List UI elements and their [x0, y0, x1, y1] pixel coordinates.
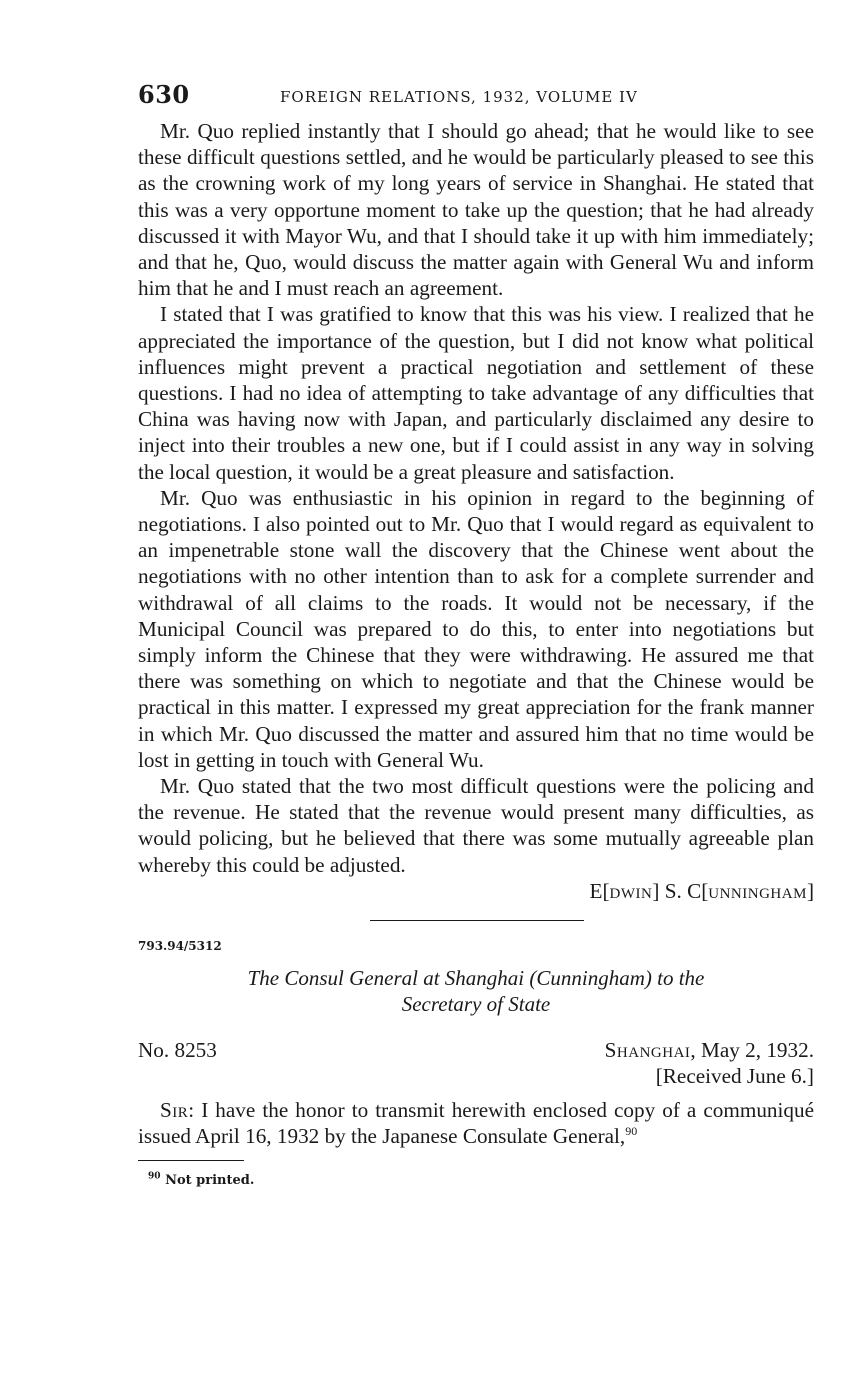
- opening-text: : I have the honor to transmit herewith enclosed copy of a communiqué issued April 16, 1932 by the Japanese Consulate General,: [138, 1098, 814, 1149]
- salutation: Sir: [160, 1098, 189, 1123]
- paragraph-4: Mr. Quo stated that the two most difficult questions were the policing and the revenue. He stated that the revenue would present many difficulties, as would policing, but he believed that there was some mutually agreeable plan whereby this could be adjusted.: [138, 774, 814, 877]
- document-heading-line-1: The Consul General at Shanghai (Cunningham) to the: [247, 966, 705, 991]
- signature-mid: ] S. C[: [652, 878, 709, 903]
- document-received: [Received June 6.]: [655, 1064, 814, 1089]
- signature: [138, 878, 814, 904]
- running-head: [138, 80, 814, 114]
- footnote-reference[interactable]: 90: [625, 1124, 638, 1139]
- document-page: [138, 80, 814, 1188]
- document-heading-line-2: Secretary of State: [401, 992, 551, 1017]
- signature-end: ]: [806, 878, 814, 903]
- file-number: 793.94/5312: [138, 939, 222, 954]
- footnote: [148, 1173, 814, 1188]
- document-meta: [138, 1037, 814, 1089]
- document-number: No. 8253: [138, 1038, 217, 1063]
- document-date-rest: , May 2, 1932.: [690, 1038, 814, 1063]
- section-divider: [370, 920, 584, 921]
- footnote-divider: [138, 1160, 244, 1161]
- document-place: Shanghai: [604, 1038, 691, 1063]
- paragraph-3: Mr. Quo was enthusiastic in his opinion in regard to the beginning of negotiations. I also pointed out to Mr. Quo that I would regard as equivalent to an impenetrable stone wall the discovery that the Chinese went about the negotiations with no other intention than to ask for a complete surrender and withdrawal of all claims to the roads. It would not be necessary, if the Municipal Council was prepared to do this, to enter into negotiations but simply inform the Chinese that they were withdrawing. He assured me that there was something on which to negotiate and that the Chinese would be practical in this matter. I expressed my great appreciation for the frank manner in which Mr. Quo discussed the matter and assured him that no time would be lost in getting in touch with General Wu.: [138, 485, 814, 772]
- signature-rest-first: dwin: [609, 878, 653, 903]
- footnote-text: Not printed.: [165, 1172, 255, 1188]
- document-date: [605, 1037, 814, 1063]
- paragraph-2: I stated that I was gratified to know that this was his view. I realized that he appreciated the importance of the question, but I did not know what political influences might prevent a practical negotiation and settlement of these questions. I had no idea of attempting to take advantage of any difficulties that China was having now with Japan, and particularly disclaimed any desire to inject into their troubles a new one, but if I could assist in any way in solving the local question, it would be a great pleasure and satisfaction.: [138, 302, 814, 484]
- signature-rest-last: unningham: [708, 878, 807, 903]
- document-heading: [138, 965, 814, 1017]
- letter-opening: [138, 1097, 814, 1149]
- paragraph-1: Mr. Quo replied instantly that I should go ahead; that he would like to see these difficult questions settled, and he would be particularly pleased to see this as the crowning work of my long years of service in Shanghai. He stated that this was a very opportune moment to take up the question; that he had already discussed it with Mayor Wu, and that I should take it up with him immediately; and that he, Quo, would discuss the matter again with General Wu and inform him that he and I must reach an agreement.: [138, 119, 814, 301]
- footnote-marker: 90: [148, 1171, 161, 1182]
- running-title: FOREIGN RELATIONS, 1932, VOLUME IV: [280, 88, 638, 106]
- signature-initial-first: E[: [589, 878, 610, 903]
- page-number: 630: [138, 80, 190, 109]
